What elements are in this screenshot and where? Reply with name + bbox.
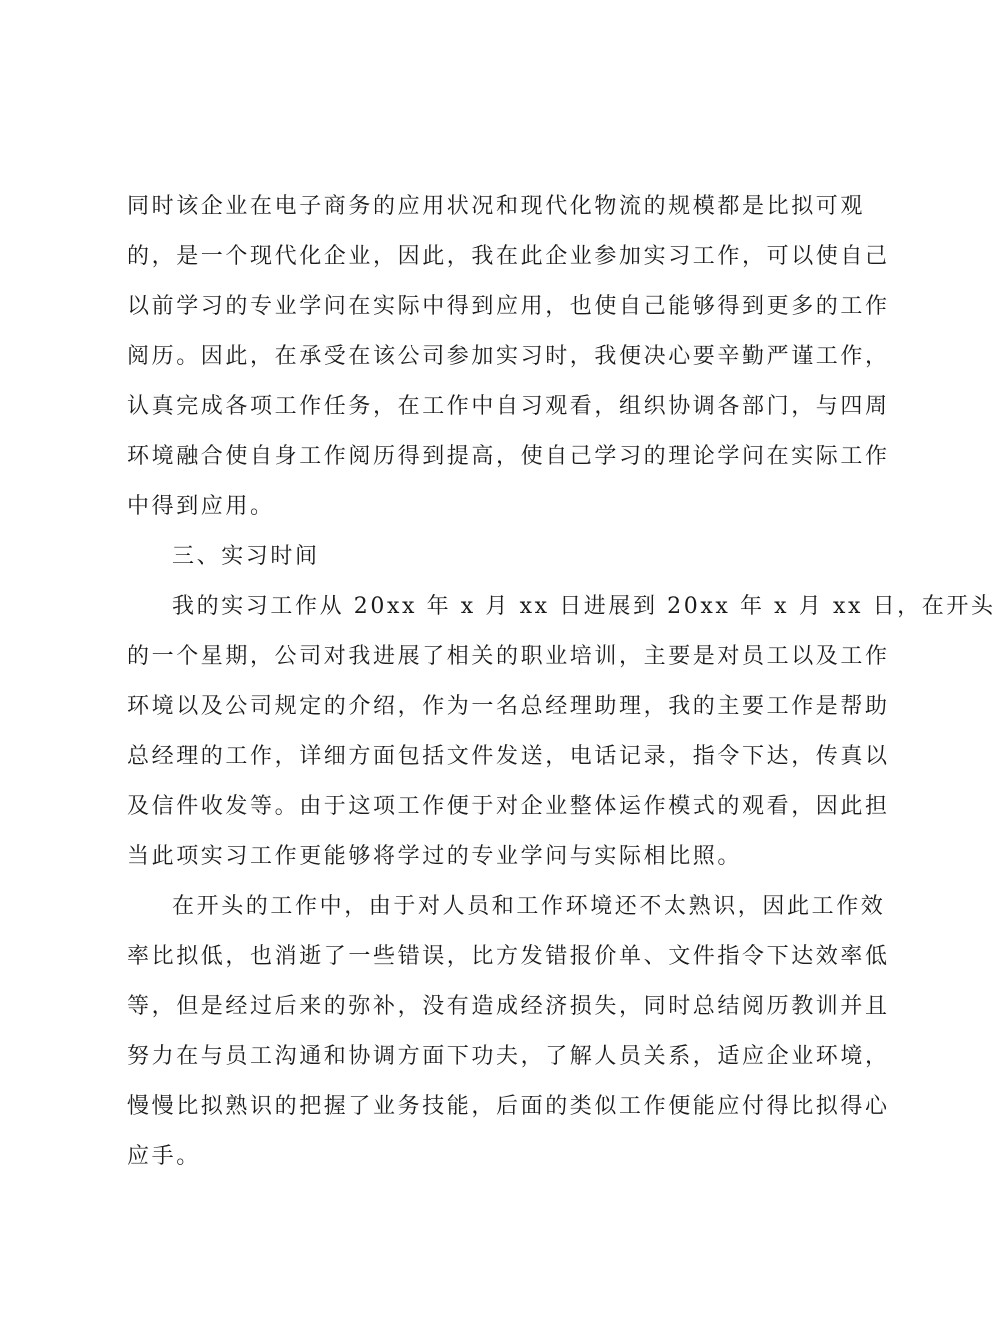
heading-text: 三、实习时间: [172, 544, 320, 569]
text-line: 慢慢比拟熟识的把握了业务技能，后面的类似工作便能应付得比拟得心: [127, 1094, 890, 1119]
paragraph-early-work: [127, 882, 890, 1182]
text-line: 环境以及公司规定的介绍，作为一名总经理助理，我的主要工作是帮助: [127, 694, 890, 719]
text-line: 以前学习的专业学问在实际中得到应用，也使自己能够得到更多的工作: [127, 294, 890, 319]
text-line: 我的实习工作从 20xx 年 x 月 xx 日进展到 20xx 年 x 月 xx 日，在开头: [172, 594, 996, 619]
text-line: 在开头的工作中，由于对人员和工作环境还不太熟识，因此工作效: [172, 894, 886, 919]
paragraph-enterprise: [127, 182, 890, 532]
text-line: 认真完成各项工作任务，在工作中自习观看，组织协调各部门，与四周: [127, 394, 890, 419]
text-line: 等，但是经过后来的弥补，没有造成经济损失，同时总结阅历教训并且: [127, 994, 890, 1019]
text-line: 应手。: [127, 1144, 201, 1169]
text-line: 及信件收发等。由于这项工作便于对企业整体运作模式的观看，因此担: [127, 794, 890, 819]
text-line: 环境融合使自身工作阅历得到提高，使自己学习的理论学问在实际工作: [127, 444, 890, 469]
text-line: 总经理的工作，详细方面包括文件发送，电话记录，指令下达，传真以: [127, 744, 890, 769]
text-line: 阅历。因此，在承受在该公司参加实习时，我便决心要辛勤严谨工作，: [127, 344, 890, 369]
text-line: 率比拟低，也消逝了一些错误，比方发错报价单、文件指令下达效率低: [127, 944, 890, 969]
text-line: 的，是一个现代化企业，因此，我在此企业参加实习工作，可以使自己: [127, 244, 890, 269]
text-line: 当此项实习工作更能够将学过的专业学问与实际相比照。: [127, 844, 743, 869]
section-heading: [172, 532, 882, 582]
text-line: 的一个星期，公司对我进展了相关的职业培训，主要是对员工以及工作: [127, 644, 890, 669]
text-line: 努力在与员工沟通和协调方面下功夫，了解人员关系，适应企业环境，: [127, 1044, 890, 1069]
paragraph-internship-time: [127, 582, 996, 882]
text-line: 中得到应用。: [127, 494, 275, 519]
text-line: 同时该企业在电子商务的应用状况和现代化物流的规模都是比拟可观: [127, 194, 866, 219]
